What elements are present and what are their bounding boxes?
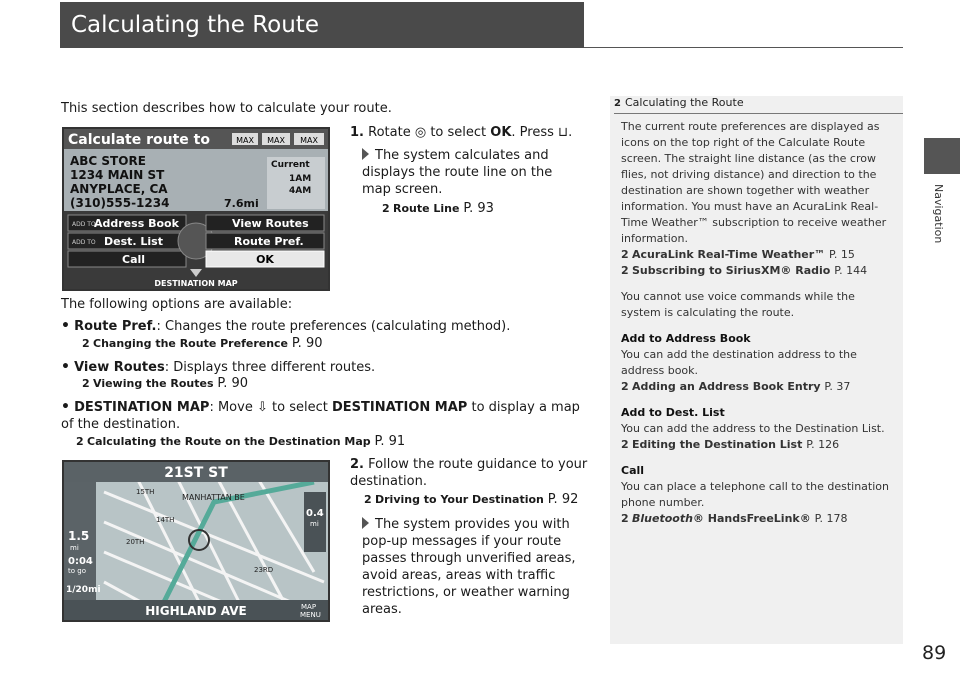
svg-text:Route Pref.: Route Pref. (234, 235, 304, 248)
title-rule (584, 47, 903, 48)
ref-route-line[interactable]: 2 Route Line P. 93 (382, 201, 494, 216)
svg-text:MAX: MAX (300, 136, 318, 145)
svg-text:View Routes: View Routes (232, 217, 309, 230)
svg-text:23RD: 23RD (254, 566, 274, 574)
knob-icon: ◎ (414, 125, 427, 140)
option-route-pref: • Route Pref.: Changes the route preferences (calculating method). (61, 318, 511, 334)
svg-text:1234 MAIN ST: 1234 MAIN ST (70, 168, 165, 182)
svg-text:0.4: 0.4 (306, 508, 324, 519)
svg-text:MAX: MAX (236, 136, 254, 145)
svg-text:1/20mi: 1/20mi (66, 585, 101, 595)
svg-text:Dest. List: Dest. List (104, 235, 163, 248)
svg-text:15TH: 15TH (136, 488, 155, 496)
step-1-result: The system calculates and displays the route line on the map screen. (362, 148, 553, 197)
svg-text:mi: mi (70, 544, 79, 552)
svg-text:4AM: 4AM (289, 186, 312, 196)
options-intro: The following options are available: (61, 297, 293, 312)
svg-text:ADD TO: ADD TO (72, 239, 96, 246)
svg-text:Address Book: Address Book (94, 217, 179, 230)
ref-destination-map[interactable]: 2 Calculating the Route on the Destination Map P. 91 (76, 434, 406, 449)
svg-text:1.5: 1.5 (68, 529, 90, 543)
step-2: 2. Follow the route guidance to your destination. (350, 457, 588, 489)
result-arrow-icon (362, 517, 369, 529)
svg-text:Call: Call (122, 253, 146, 266)
svg-text:OK: OK (256, 253, 274, 266)
option-destination-map: • DESTINATION MAP: Move ⇩ to select DESTINATION MAP to display a map of the destination. (61, 399, 580, 432)
svg-text:1AM: 1AM (289, 174, 312, 184)
svg-text:MANHATTAN BE: MANHATTAN BE (182, 493, 245, 502)
calculate-route-screen-art (64, 129, 328, 289)
ref-driving-destination[interactable]: 2 Driving to Your Destination P. 92 (364, 492, 579, 507)
sidebar-content: The current route preferences are displayed as icons on the top right of the Calculate Route screen. The straight line distance (as the crow flies, not driving distance) and direction to the destination are shown together with weather information. You must have an AcuraLink Real-Time Weather™ subscription to receive weather information. 2 AcuraLink Real-Time Weather™ P. 15 2 Subscribing to SiriusXM® Radio P. 144 You cannot use voice commands while the system is calculating the route. Add to Address Book You can add the destination address to the address book. 2 Adding an Address Book Entry P. 37 Add to Dest. List You can add the address to the Destination List. 2 Editing the Destination List P. 126 Call You can place a telephone call to the destination phone number. 2 Bluetooth® HandsFreeLink® P. 178 (621, 119, 895, 527)
svg-text:HIGHLAND AVE: HIGHLAND AVE (145, 604, 247, 618)
map-street-top: 21ST ST (164, 465, 228, 481)
map-screen-art (64, 462, 328, 620)
svg-text:7.6mi: 7.6mi (224, 197, 259, 210)
svg-text:Current: Current (271, 160, 310, 170)
ref-address-book-entry[interactable]: 2 Adding an Address Book Entry P. 37 (621, 380, 851, 393)
section-tab[interactable] (924, 138, 960, 174)
svg-text:ANYPLACE, CA: ANYPLACE, CA (70, 182, 168, 196)
svg-text:(310)555-1234: (310)555-1234 (70, 196, 170, 210)
ref-siriusxm[interactable]: 2 Subscribing to SiriusXM® Radio P. 144 (621, 264, 868, 277)
press-icon: ⊔ (558, 125, 569, 140)
svg-text:20TH: 20TH (126, 538, 145, 546)
sidebar-header: 2 Calculating the Route (614, 96, 903, 114)
result-arrow-icon (362, 148, 369, 160)
svg-text:ADD TO: ADD TO (72, 221, 96, 228)
option-view-routes: • View Routes: Displays three different routes. (61, 359, 376, 375)
step-1: 1. Rotate ◎ to select OK. Press ⊔. (350, 125, 573, 140)
ref-handsfreelink[interactable]: 2 Bluetooth® HandsFreeLink® P. 178 (621, 512, 848, 525)
svg-text:DESTINATION MAP: DESTINATION MAP (154, 279, 238, 288)
intro-text: This section describes how to calculate your route. (61, 101, 392, 116)
joystick-icon: ⇩ (256, 400, 268, 415)
svg-text:mi: mi (310, 520, 319, 528)
calculate-route-screen (62, 127, 330, 291)
screen-title: Calculate route to (68, 132, 210, 148)
svg-text:ABC STORE: ABC STORE (70, 154, 146, 168)
ref-viewing-routes[interactable]: 2 Viewing the Routes P. 90 (82, 376, 248, 391)
step-2-result: The system provides you with pop-up messages if your route passes through unverified areas, avoid areas, areas with traffic restrictions, or weather warning areas. (362, 517, 576, 617)
ref-acuralink-weather[interactable]: 2 AcuraLink Real-Time Weather™ P. 15 (621, 248, 855, 261)
svg-text:MENU: MENU (300, 611, 321, 619)
page-number: 89 (922, 642, 947, 664)
svg-text:MAP: MAP (301, 603, 317, 611)
page-title-bar (60, 2, 584, 48)
svg-text:to go: to go (68, 567, 86, 575)
map-screen (62, 460, 330, 622)
ref-route-preference[interactable]: 2 Changing the Route Preference P. 90 (82, 336, 323, 351)
svg-text:0:04: 0:04 (68, 556, 93, 567)
page-title: Calculating the Route (71, 12, 319, 38)
ref-destination-list[interactable]: 2 Editing the Destination List P. 126 (621, 438, 840, 451)
svg-text:14TH: 14TH (156, 516, 175, 524)
section-label: Navigation (932, 184, 945, 244)
svg-text:MAX: MAX (267, 136, 285, 145)
